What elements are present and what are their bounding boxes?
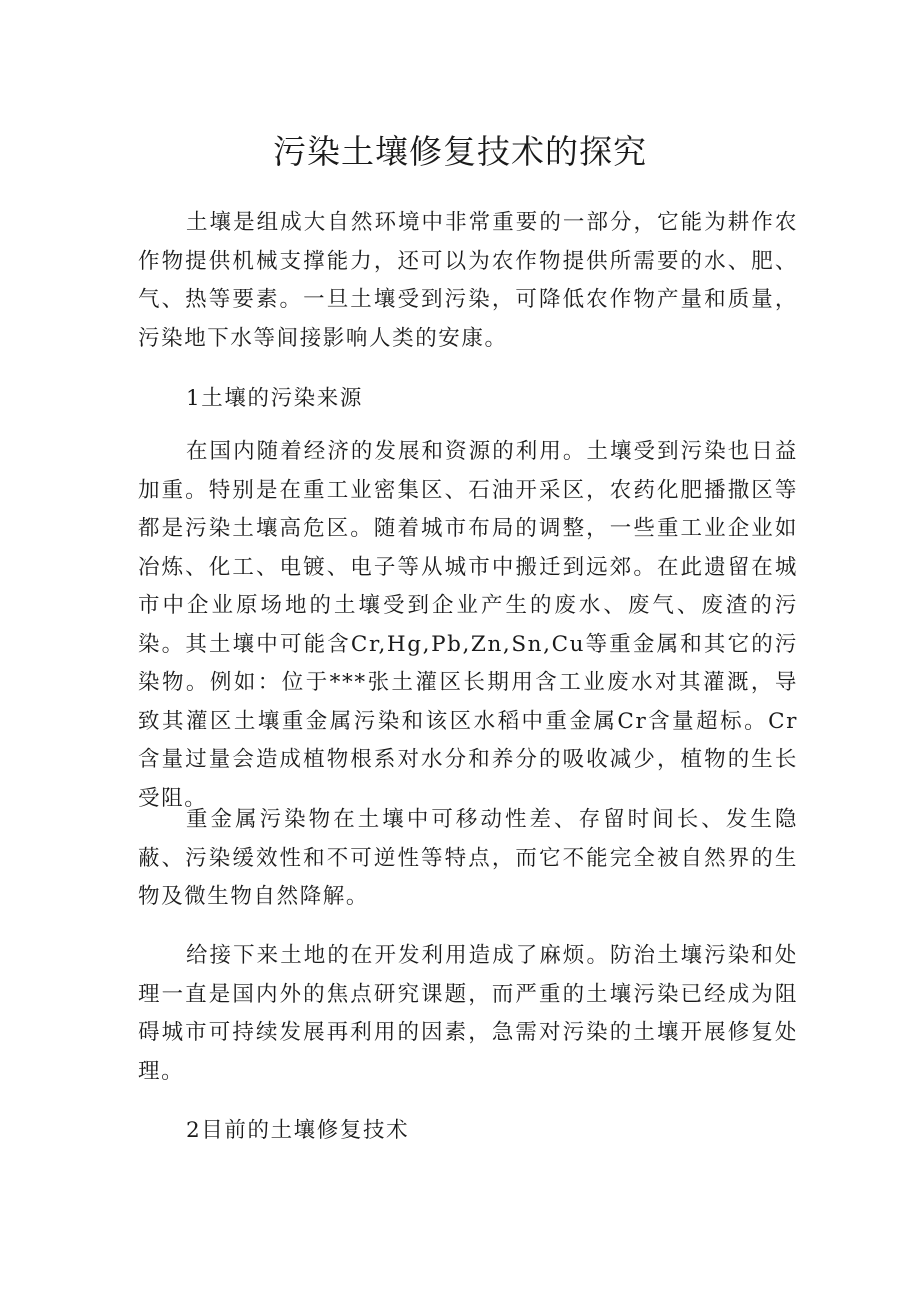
heavy-metal-paragraph: 重金属污染物在土壤中可移动性差、存留时间长、发生隐蔽、污染缓效性和不可逆性等特点，而它不能完全被自然界的生物及微生物自然降解。 <box>138 807 798 909</box>
remediation-need-paragraph: 给接下来土地的在开发利用造成了麻烦。防治土壤污染和处理一直是国内外的焦点研究课题，而严重的土壤污染已经成为阻碍城市可持续发展再利用的因素，急需对污染的土壤开展修复处理。 <box>138 943 798 1084</box>
section-heading-2: 2目前的土壤修复技术 <box>186 1118 410 1143</box>
document-title: 污染土壤修复技术的探究 <box>273 132 647 171</box>
intro-paragraph: 土壤是组成大自然环境中非常重要的一部分，它能为耕作农作物提供机械支撑能力，还可以为农作物提供所需要的水、肥、气、热等要素。一旦土壤受到污染，可降低农作物产量和质量，污染地下水等间接影响人类的安康。 <box>138 210 798 351</box>
pollution-source-paragraph: 在国内随着经济的发展和资源的利用。土壤受到污染也日益加重。特别是在重工业密集区、石油开采区，农药化肥播撒区等都是污染土壤高危区。随着城市布局的调整，一些重工业企业如冶炼、化工、电镀、电子等从城市中搬迁到远郊。在此遗留在城市中企业原场地的土壤受到企业产生的废水、废气、废渣的污染。其土壤中可能含Cr,Hg,Pb,Zn,Sn,Cu等重金属和其它的污染物。例如：位于***张土灌区长期用含工业废水对其灌溉，导致其灌区土壤重金属污染和该区水稻中重金属Cr含量超标。Cr含量过量会造成植物根系对水分和养分的吸收减少，植物的生长受阻。 <box>138 439 798 811</box>
section-heading-1: 1土壤的污染来源 <box>186 386 363 411</box>
